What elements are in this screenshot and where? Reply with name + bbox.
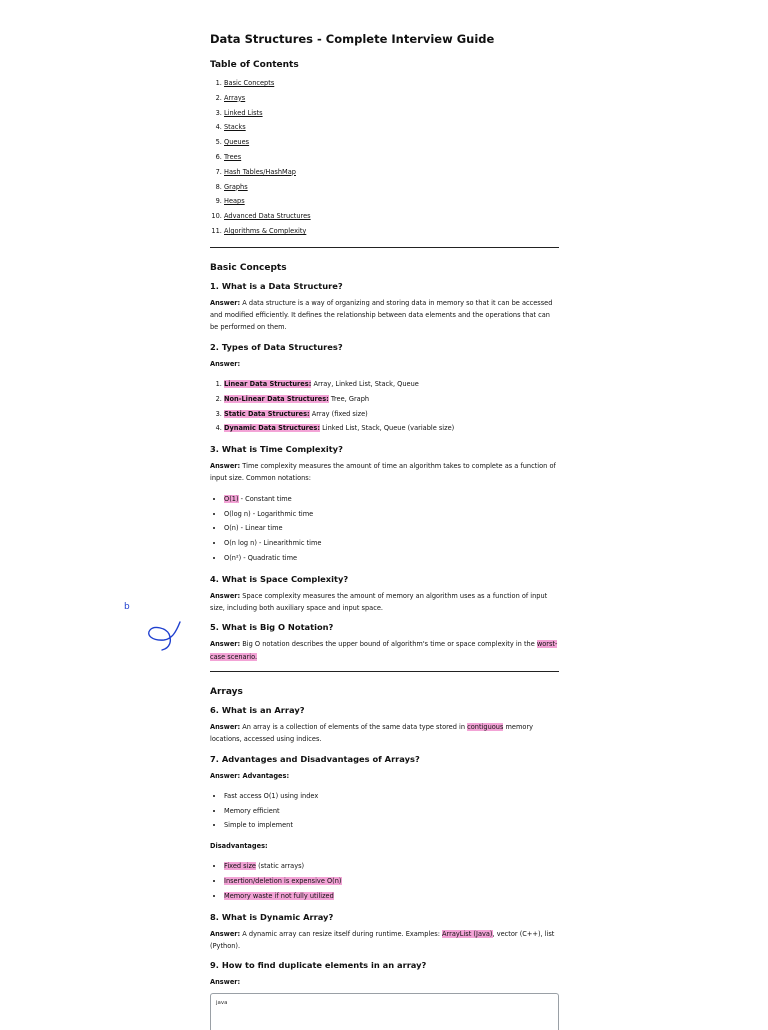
highlight: contiguous [467, 722, 504, 731]
ink-letter-mark: b [124, 602, 130, 612]
list-item: • O(n) - Linear time [224, 521, 559, 536]
desc: Linked List, Stack, Queue (variable size) [319, 424, 455, 433]
question-5-title: 5. What is Big O Notation? [210, 622, 334, 633]
toc-link-queues[interactable]: Queues [224, 138, 250, 147]
toc-link-linked-lists[interactable]: Linked Lists [224, 108, 263, 117]
desc: Array, Linked List, Stack, Queue [311, 379, 419, 388]
question-2-title: 2. Types of Data Structures? [210, 341, 343, 352]
desc: Tree, Graph [328, 394, 370, 403]
highlight: Fixed size [224, 862, 256, 871]
toc-link-hash-tables[interactable]: Hash Tables/HashMap [224, 167, 296, 176]
answer-label: Answer: [210, 462, 241, 471]
answer-text: A dynamic array can resize itself during runtime. Examples: [240, 929, 443, 938]
toc-link-trees[interactable]: Trees [224, 152, 242, 161]
ink-scribble [149, 622, 180, 650]
answer-text: Space complexity measures the amount of memory an algorithm uses as a function of input size, including both auxiliary space and input space. [210, 591, 548, 613]
section-heading-basic: Basic Concepts [210, 262, 287, 273]
question-3-title: 3. What is Time Complexity? [210, 444, 343, 455]
question-8-title: 8. What is Dynamic Array? [210, 911, 334, 922]
term: Dynamic Data Structures: [224, 424, 320, 433]
answer-text: A data structure is a way of organizing and storing data in memory so that it can be accessed and modified efficiently. It defines the relationship between data elements and the operations that can be performed on them. [210, 298, 553, 332]
text: (static arrays) [255, 862, 305, 871]
label: Disadvantages: [210, 842, 268, 851]
term: Non-Linear Data Structures: [224, 394, 329, 403]
list-item: • O(log n) - Logarithmic time [224, 507, 559, 522]
answer-text: Time complexity measures the amount of time an algorithm takes to complete as a function of input size. Common notations: [210, 462, 556, 483]
toc-link-algorithms[interactable]: Algorithms & Complexity [224, 226, 307, 235]
question-4-title: 4. What is Space Complexity? [210, 573, 349, 584]
list-item: • Memory efficient [224, 804, 559, 819]
answer-text: Big O notation describes the upper bound of algorithm's time or space complexity in the [240, 640, 537, 649]
highlight: ArrayList (Java) [442, 929, 493, 938]
section-heading-arrays: Arrays [210, 686, 243, 697]
list-item: • O(n log n) - Linearithmic time [224, 536, 559, 551]
answer-label: Answer: [210, 722, 241, 731]
toc-link-graphs[interactable]: Graphs [224, 182, 248, 191]
answer-label: Answer: [210, 298, 241, 307]
term: Linear Data Structures: [224, 379, 312, 388]
question-6-title: 6. What is an Array? [210, 704, 305, 715]
highlight: worst-case scenario. [210, 640, 558, 661]
question-9-title: 9. How to find duplicate elements in an array? [210, 960, 427, 971]
desc: Array (fixed size) [309, 409, 368, 418]
answer-text: , vector (C++), list (Python). [210, 929, 555, 951]
page-title: Data Structures - Complete Interview Guide [210, 32, 495, 46]
answer-label: Answer: [210, 929, 241, 938]
question-1-title: 1. What is a Data Structure? [210, 280, 343, 291]
list-item: • O(n²) - Quadratic time [224, 551, 559, 566]
toc-link-arrays[interactable]: Arrays [224, 93, 246, 102]
answer-label: Answer: [210, 591, 241, 600]
toc-link-basic-concepts[interactable]: Basic Concepts [224, 79, 275, 87]
highlight: Insertion/deletion is expensive O(n) [224, 877, 342, 886]
highlight: Memory waste if not fully utilized [224, 892, 334, 901]
list-item: • Fast access O(1) using index [224, 789, 559, 804]
code-language-label: java [216, 999, 228, 1006]
toc-heading: Table of Contents [210, 60, 299, 70]
answer-text: memory locations, accessed using indices. [210, 722, 534, 744]
toc-link-heaps[interactable]: Heaps [224, 197, 245, 206]
toc-link-stacks[interactable]: Stacks [224, 123, 246, 132]
term: Static Data Structures: [224, 409, 310, 418]
answer-label: Answer: [210, 640, 241, 649]
answer-label: Answer: [210, 978, 241, 987]
question-7-title: 7. Advantages and Disadvantages of Arrays? [210, 753, 420, 764]
toc-link-advanced[interactable]: Advanced Data Structures [224, 212, 311, 221]
text: - Constant time [238, 494, 292, 503]
list-item: • Simple to implement [224, 818, 559, 833]
answer-label: Answer: [210, 359, 241, 368]
answer-text: An array is a collection of elements of the same data type stored in [240, 722, 468, 731]
highlight: O(1) [224, 494, 239, 503]
label: Answer: Advantages: [210, 771, 290, 780]
